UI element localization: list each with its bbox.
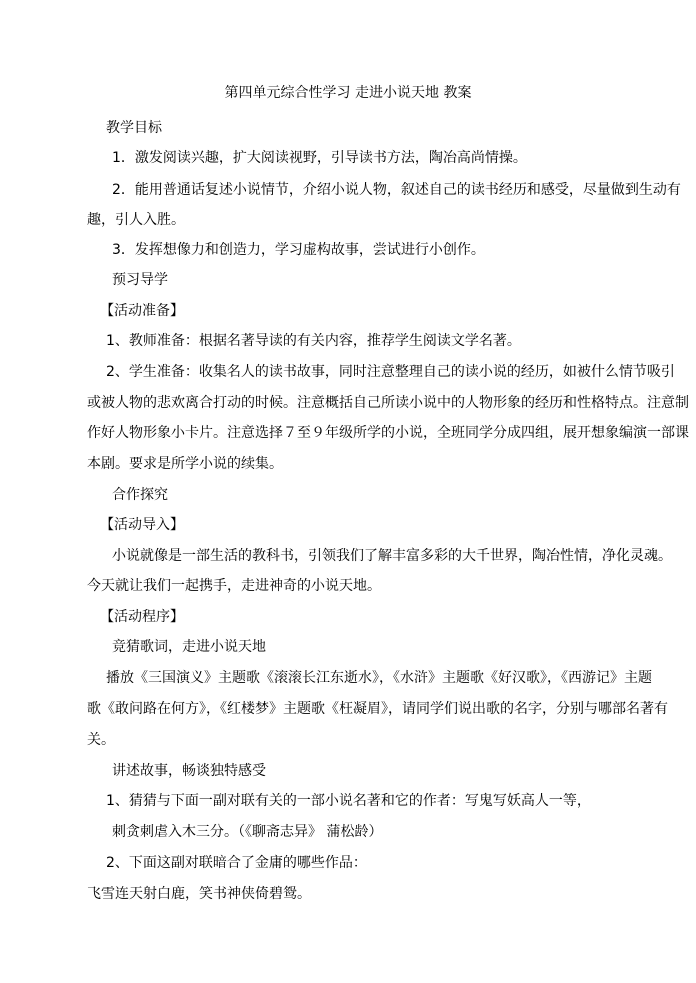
- student-prep-line-1: 2、学生准备：收集名人的读书故事，同时注意整理自己的读小说的经历，如被什么情节吸引: [106, 364, 675, 380]
- student-prep-line-3: 作好人物形象小卡片。注意选择７至９年级所学的小说，全班同学分成四组，展开想象编演一部课: [87, 425, 689, 441]
- activity-process-heading: 【活动程序】: [100, 609, 184, 625]
- step-1-line-3: 关。: [87, 732, 115, 748]
- question-2-line-1: 2、下面这副对联暗合了金庸的哪些作品：: [106, 855, 367, 871]
- objective-3: 3．发挥想像力和创造力，学习虚构故事，尝试进行小创作。: [112, 242, 485, 258]
- student-prep-line-2: 或被人物的悲欢离合打动的时候。注意概括自己所读小说中的人物形象的经历和性格特点。注意制: [87, 395, 689, 411]
- step-1-line-2: 歌《敢问路在何方》，《红楼梦》主题歌《枉凝眉》，请同学们说出歌的名字，分别与哪部名著有: [87, 701, 668, 717]
- step-2-heading: 讲述故事，畅谈独特感受: [112, 763, 266, 779]
- preview-heading: 预习导学: [112, 272, 168, 288]
- objective-1: 1．激发阅读兴趣，扩大阅读视野，引导读书方法，陶冶高尚情操。: [112, 150, 527, 166]
- activity-prep-heading: 【活动准备】: [100, 303, 184, 319]
- cooperation-heading: 合作探究: [112, 487, 168, 503]
- objective-2-line-2: 趣，引人入胜。: [87, 212, 185, 228]
- step-1-line-1: 播放《三国演义》主题歌《滚滚长江东逝水》，《水浒》主题歌《好汉歌》，《西游记》主题: [106, 670, 652, 686]
- teacher-prep: 1、教师准备：根据名著导读的有关内容，推荐学生阅读文学名著。: [106, 333, 521, 349]
- student-prep-line-4: 本剧。要求是所学小说的续集。: [87, 456, 283, 472]
- intro-line-1: 小说就像是一部生活的教科书，引领我们了解丰富多彩的大千世界，陶冶性情，净化灵魂。: [112, 548, 672, 564]
- question-1-line-2: 刺贪刺虐入木三分。（《聊斋志异》 蒲松龄）: [112, 824, 383, 840]
- objective-2-line-1: 2．能用普通话复述小说情节，介绍小说人物，叙述自己的读书经历和感受，尽量做到生动有: [112, 182, 681, 198]
- question-1-line-1: 1、猜猜与下面一副对联有关的一部小说名著和它的作者：写鬼写妖高人一等，: [106, 793, 591, 809]
- intro-line-2: 今天就让我们一起携手，走进神奇的小说天地。: [87, 578, 381, 594]
- page-title: 第四单元综合性学习 走进小说天地 教案: [224, 85, 472, 101]
- step-1-heading: 竞猜歌词，走进小说天地: [112, 639, 266, 655]
- objectives-heading: 教学目标: [106, 120, 162, 136]
- activity-intro-heading: 【活动导入】: [100, 517, 184, 533]
- question-2-line-2: 飞雪连天射白鹿，笑书神侠倚碧鸳。: [87, 886, 311, 902]
